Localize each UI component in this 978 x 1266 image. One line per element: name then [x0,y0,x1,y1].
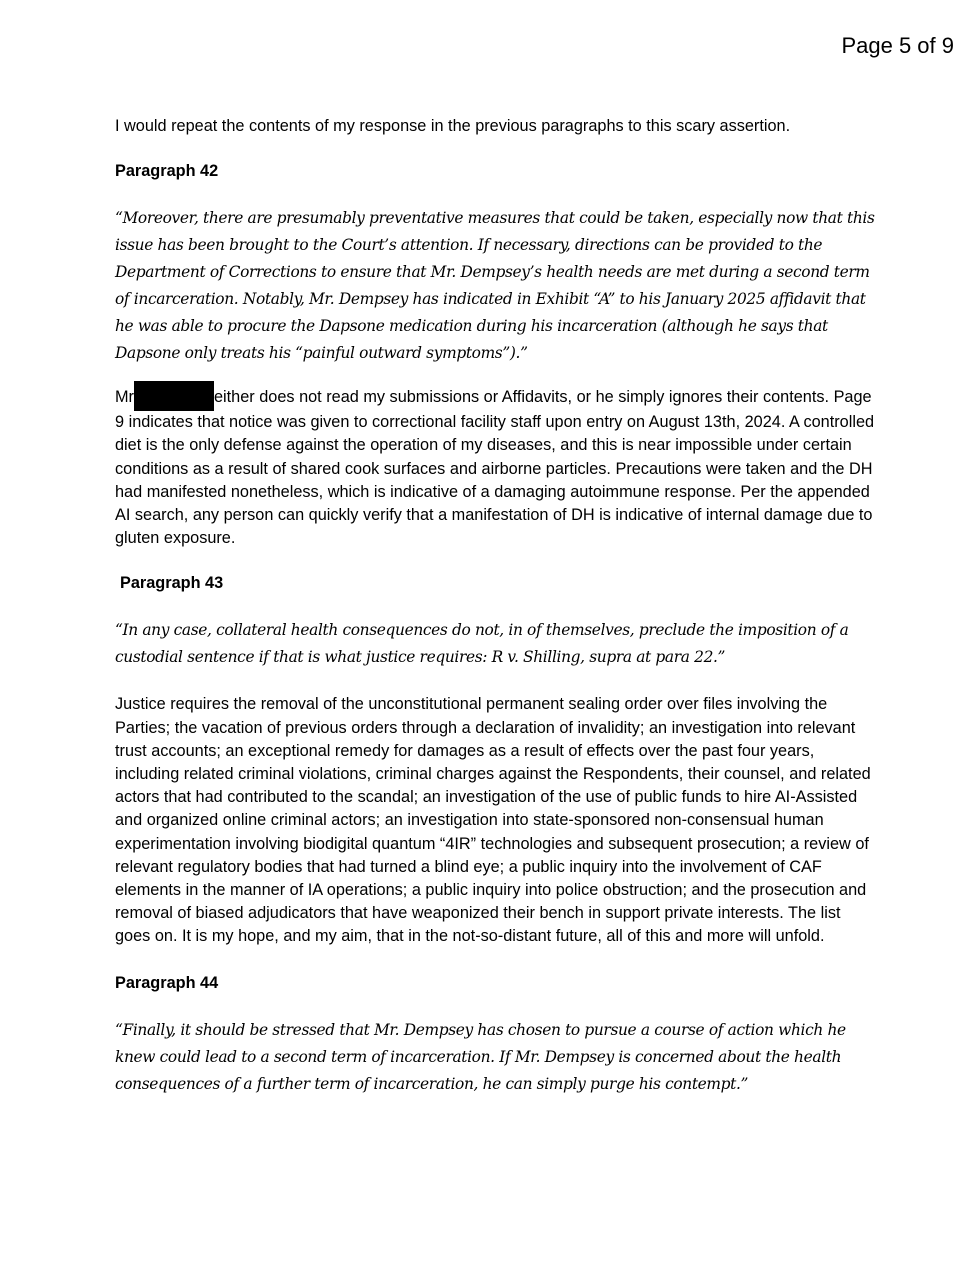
response-paragraph-42 [115,381,875,550]
redaction-block [134,381,214,411]
quote-paragraph-43: “In any case, collateral health consequences do not, in of themselves, preclude the imposition of a custodial sentence if that is what justice requires: R v. Shilling, supra at para 22.” [115,621,849,667]
intro-paragraph: I would repeat the contents of my response in the previous paragraphs to this scary assertion. [115,117,791,135]
document-body [115,115,875,1098]
page-number: Page 5 of 9 [841,33,954,58]
response-42-prefix: Mr [115,388,134,407]
response-42-suffix: either does not read my submissions or Affidavits, or he simply ignores their contents. Page 9 indicates that notice was given to correctional facility staff upon entry on August 13th, 2024. A controlled diet is the only defense against the operation of my diseases, and this is near impossible under certain conditions as a result of shared cook surfaces and airborne particles. Precautions were taken and the DH had manifested nonetheless, which is indicative of a damaging autoimmune response. Per the appended AI search, any person can quickly verify that a manifestation of DH is indicative of internal damage due to gluten exposure. [115,388,875,548]
quote-paragraph-44: “Finally, it should be stressed that Mr. Dempsey has chosen to pursue a course of action which he knew could lead to a second term of incarceration. If Mr. Dempsey is concerned about the health consequences of a further term of incarceration, he can simply purge his contempt.” [115,1020,846,1093]
heading-paragraph-43: Paragraph 43 [120,574,224,593]
heading-paragraph-42: Paragraph 42 [115,162,219,181]
heading-paragraph-44: Paragraph 44 [115,973,219,992]
response-paragraph-43: Justice requires the removal of the unconstitutional permanent sealing order over files involving the Parties; the vacation of previous orders through a declaration of invalidity; an investigation into relevant trust accounts; an exceptional remedy for damages as a result of effects over the past four years, including related criminal violations, criminal charges against the Respondents, their counsel, and related actors that had contributed to the scandal; an investigation of the use of public funds to hire AI-Assisted and organized online criminal actors; an investigation into state-sponsored non-consensual human experimentation involving biodigital quantum “4IR” technologies and subsequent prosecution; a review of relevant regulatory bodies that had turned a blind eye; a public inquiry into the involvement of CAF elements in the manner of IA operations; a public inquiry into police obstruction; and the prosecution and removal of biased adjudicators that have weaponized their bench in support private interests. The list goes on. It is my hope, and my aim, that in the not-so-distant future, all of this and more will unfold. [115,695,871,946]
quote-paragraph-42: “Moreover, there are presumably preventative measures that could be taken, especially now that this issue has been brought to the Court’s attention. If necessary, directions can be provided to the Department of Corrections to ensure that Mr. Dempsey’s health needs are met during a second term of incarceration. Notably, Mr. Dempsey has indicated in Exhibit “A” to his January 2025 affidavit that he was able to procure the Dapsone medication during his incarceration (although he says that Dapsone only treats his “painful outward symptoms”).” [115,209,875,363]
